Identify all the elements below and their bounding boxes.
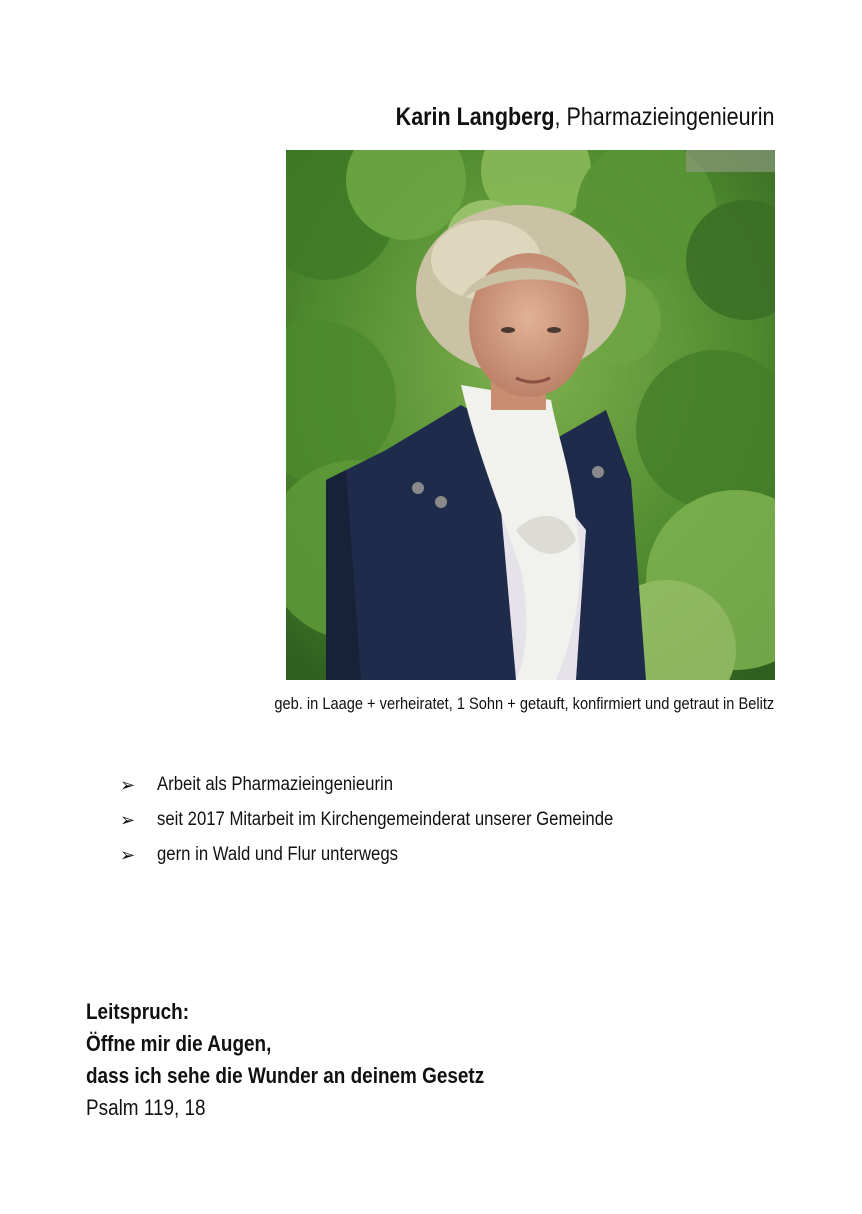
arrow-bullet-icon: ➢: [120, 845, 136, 865]
motto-block: [86, 996, 549, 1124]
bio-caption: geb. in Laage + verheiratet, 1 Sohn + getauft, konfirmiert und getraut in Belitz: [274, 694, 774, 713]
arrow-bullet-icon: ➢: [120, 775, 136, 795]
motto-line-2: dass ich sehe die Wunder an deinem Gesetz: [86, 1063, 485, 1088]
motto-label: Leitspruch:: [86, 999, 190, 1024]
list-item-text: Arbeit als Pharmazieingenieurin: [157, 774, 394, 795]
person-name: Karin Langberg: [395, 103, 555, 131]
page-heading: [395, 100, 774, 134]
list-item-text: seit 2017 Mitarbeit im Kirchengemeinderat unserer Gemeinde: [157, 809, 614, 830]
motto-line-1: Öffne mir die Augen,: [86, 1031, 272, 1056]
portrait-photo: [286, 150, 775, 680]
list-item-text: gern in Wald und Flur unterwegs: [157, 844, 399, 865]
person-title: , Pharmazieingenieurin: [554, 103, 774, 131]
arrow-bullet-icon: ➢: [120, 810, 136, 830]
motto-reference: Psalm 119, 18: [86, 1095, 206, 1120]
